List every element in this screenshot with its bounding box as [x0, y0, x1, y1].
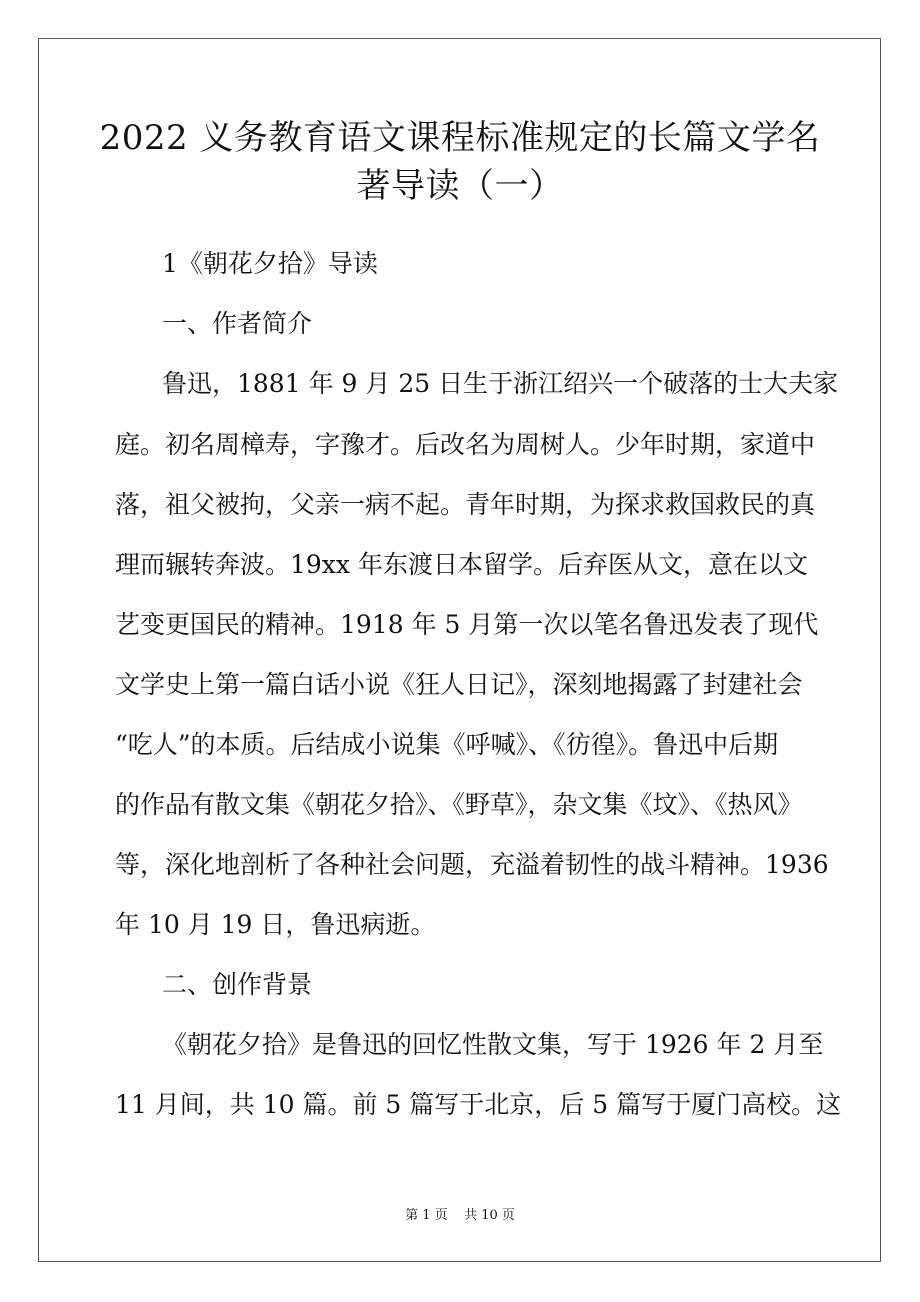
heading-creation-background: 二、创作背景 — [162, 970, 313, 999]
document-title-line-1: 2022 义务教育语文课程标准规定的长篇文学名 — [99, 118, 821, 158]
paragraph-line: 理而辗转奔波。19xx 年东渡日本留学。后弃医从文，意在以文 — [115, 550, 808, 579]
paragraph-line: 艺变更国民的精神。1918 年 5 月第一次以笔名鲁迅发表了现代 — [115, 610, 819, 639]
page-number-footer: 第 1 页 共 10 页 — [405, 1208, 515, 1223]
page-border — [38, 38, 881, 1262]
paragraph-line: 庭。初名周樟寿，字豫才。后改名为周树人。少年时期，家道中 — [115, 430, 816, 459]
heading-author-intro: 一、作者简介 — [162, 309, 313, 338]
paragraph-line: 文学史上第一篇白话小说《狂人日记》，深刻地揭露了封建社会 — [115, 670, 803, 699]
paragraph-line: 11 月间，共 10 篇。前 5 篇写于北京，后 5 篇写于厦门高校。这 — [115, 1090, 842, 1119]
paragraph-line: 的作品有散文集《朝花夕拾》、《野草》，杂文集《坟》、《热风》 — [115, 790, 803, 819]
paragraph-line: 落，祖父被拘，父亲一病不起。青年时期，为探求救国救民的真 — [115, 490, 816, 519]
paragraph-line: 年 10 月 19 日，鲁迅病逝。 — [115, 910, 436, 939]
section-heading: 1《朝花夕拾》导读 — [162, 249, 378, 278]
paragraph-line: 鲁迅，1881 年 9 月 25 日生于浙江绍兴一个破落的士大夫家 — [162, 369, 839, 398]
paragraph-line: “吃人”的本质。后结成小说集《呼喊》、《彷徨》。鲁迅中后期 — [115, 730, 779, 759]
paragraph-line: 等，深化地剖析了各种社会问题，充溢着韧性的战斗精神。1936 — [115, 850, 829, 879]
paragraph-line: 《朝花夕拾》是鲁迅的回忆性散文集，写于 1926 年 2 月至 — [162, 1030, 824, 1059]
document-title-line-2: 著导读（一） — [356, 166, 564, 206]
